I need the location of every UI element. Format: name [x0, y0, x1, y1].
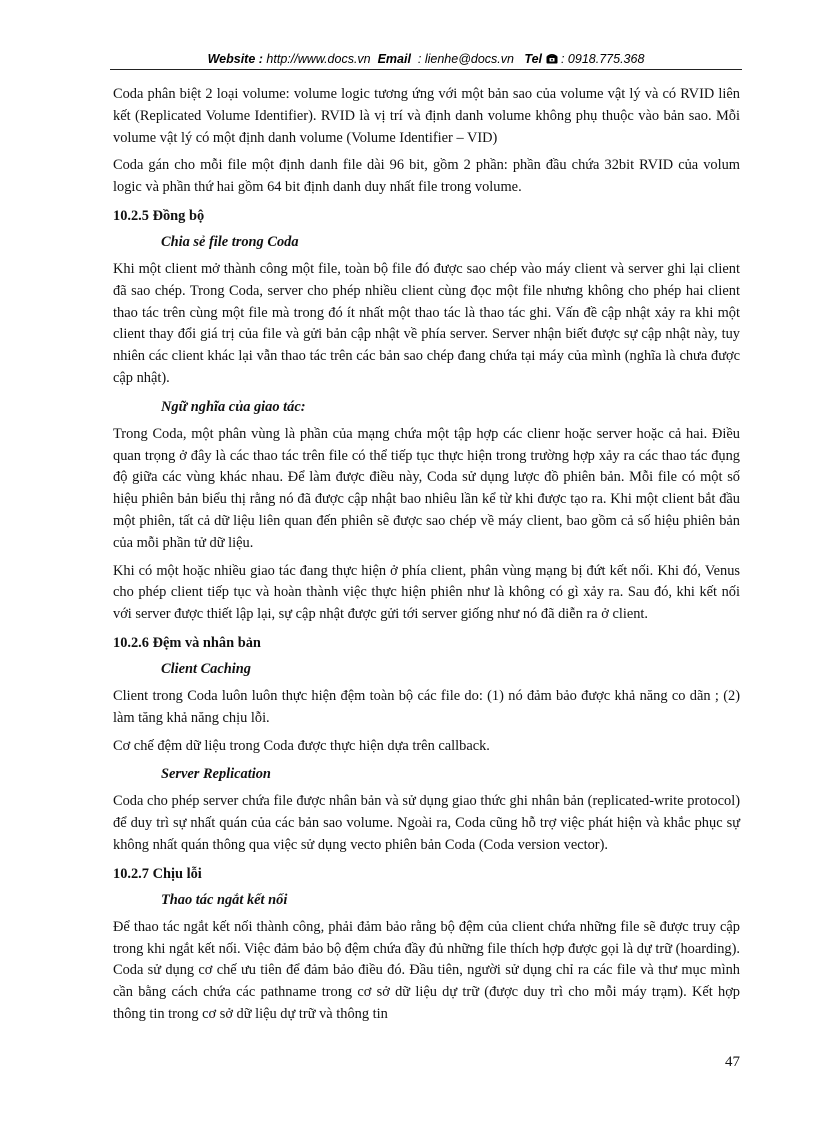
website-url[interactable]: http://www.docs.vn	[266, 52, 371, 66]
paragraph: Khi có một hoặc nhiều giao tác đang thực hiện ở phía client, phân vùng mạng bị đứt kết nối. Khi đó, Venus cho phép client tiếp tục và hoàn thành việc thực hiện phiên như là không có gì xảy ra. Sau đó, khi kết nối với server được thiết lập lại, sự cập nhật được gửi tới server giống như nó đã diễn ra ở client.	[113, 562, 740, 623]
main-content	[113, 84, 740, 1032]
email-address[interactable]: : lienhe@docs.vn	[417, 52, 514, 66]
paragraph: Trong Coda, một phân vùng là phần của mạng chứa một tập hợp các clienr hoặc server hoặc cả hai. Điều quan trọng ở đây là các thao tác trên file có thể tiếp tục thực hiện trong trường hợp xảy ra các thao tác đụng độ giữa các vùng khác nhau. Để làm được điều này, Coda sử dụng lược đồ phiên bản. Mỗi file có một số hiệu phiên bản biểu thị rằng nó đã được cập nhật bao nhiêu lần kể từ khi được tạo ra. Khi một client bắt đầu một phiên, tất cả dữ liệu liên quan đến phiên sẽ được sao chép về máy client, bao gồm cả số hiệu phiên bản của mỗi phần tử dữ liệu.	[113, 425, 740, 551]
subsection-heading: Chia sẻ file trong Coda	[161, 233, 299, 250]
paragraph: Client trong Coda luôn luôn thực hiện đệm toàn bộ các file do: (1) nó đảm bảo được khả năng co dãn ; (2) làm tăng khả năng chịu lỗi.	[113, 687, 740, 726]
paragraph: Coda cho phép server chứa file được nhân bản và sử dụng giao thức ghi nhân bản (replicated-write protocol) để duy trì sự nhất quán của các bản sao volume. Ngoài ra, Coda cũng hỗ trợ việc phát hiện và khắc phục sự không nhất quán thông qua việc sử dụng vecto phiên bản Coda (Coda version vector).	[113, 793, 740, 853]
paragraph: Để thao tác ngắt kết nối thành công, phải đảm bảo rằng bộ đệm của client chứa những file sẽ được truy cập trong khi ngắt kết nối. Việc đảm bảo bộ đệm chứa đầy đủ những file thích hợp được gọi là dự trữ (hoarding). Coda sử dụng cơ chế ưu tiên để đảm bảo điều đó. Đầu tiên, người sử dụng chỉ ra các file và thư mục mình cần bằng cách chứa các pathname trong cơ sở dữ liệu dự trữ (được duy trì cho mỗi máy trạm). Kết hợp thông tin trong cơ sở dữ liệu dự trữ và thông tin	[113, 918, 740, 1022]
tel-label: Tel	[524, 52, 543, 66]
header-divider	[110, 69, 742, 70]
subsection-heading: Server Replication	[161, 766, 271, 783]
paragraph: Cơ chế đệm dữ liệu trong Coda được thực hiện dựa trên callback.	[113, 737, 490, 754]
section-heading: 10.2.5 Đồng bộ	[113, 207, 205, 224]
paragraph: Khi một client mở thành công một file, toàn bộ file đó được sao chép vào máy client và server ghi lại client đã sao chép. Trong Coda, server cho phép nhiều client cùng đọc một file nhưng không cho phép hai client thao tác trên cùng một file mà trong đó ít nhất một thao tác là thao tác ghi. Vấn đề cập nhật xảy ra khi một client thay đổi giá trị của file và gửi bản cập nhật về phía server. Server nhận biết được sự cập nhật này, tuy nhiên các client khác lại vẫn thao tác trên các bản sao chép đang chứa tại máy của mình (nghĩa là chưa được cập nhật).	[113, 260, 740, 386]
page-number: 47	[725, 1054, 740, 1070]
subsection-heading: Ngữ nghĩa của giao tác:	[161, 398, 306, 415]
section-heading: 10.2.7 Chịu lỗi	[113, 865, 202, 882]
website-label: Website :	[207, 52, 263, 66]
paragraph: Coda gán cho mỗi file một định danh file dài 96 bit, gồm 2 phần: phần đầu chứa 32bit RVID của volum logic và phần thứ hai gồm 64 bit định danh duy nhất file trong volume.	[113, 157, 740, 196]
phone-icon	[546, 52, 561, 66]
section-heading: 10.2.6 Đệm và nhân bản	[113, 634, 261, 651]
tel-number: : 0918.775.368	[560, 52, 645, 66]
email-label: Email	[377, 52, 411, 66]
subsection-heading: Client Caching	[161, 660, 251, 677]
paragraph: Coda phân biệt 2 loại volume: volume logic tương ứng với một bản sao của volume vật lý và có RVID liên kết (Replicated Volume Identifier). RVID là vị trí và định danh volume không phụ thuộc vào bản sao. Mỗi volume vật lý có một định danh volume (Volume Identifier – VID)	[113, 86, 740, 146]
subsection-heading: Thao tác ngắt kết nối	[161, 891, 288, 908]
page-header	[110, 50, 742, 68]
